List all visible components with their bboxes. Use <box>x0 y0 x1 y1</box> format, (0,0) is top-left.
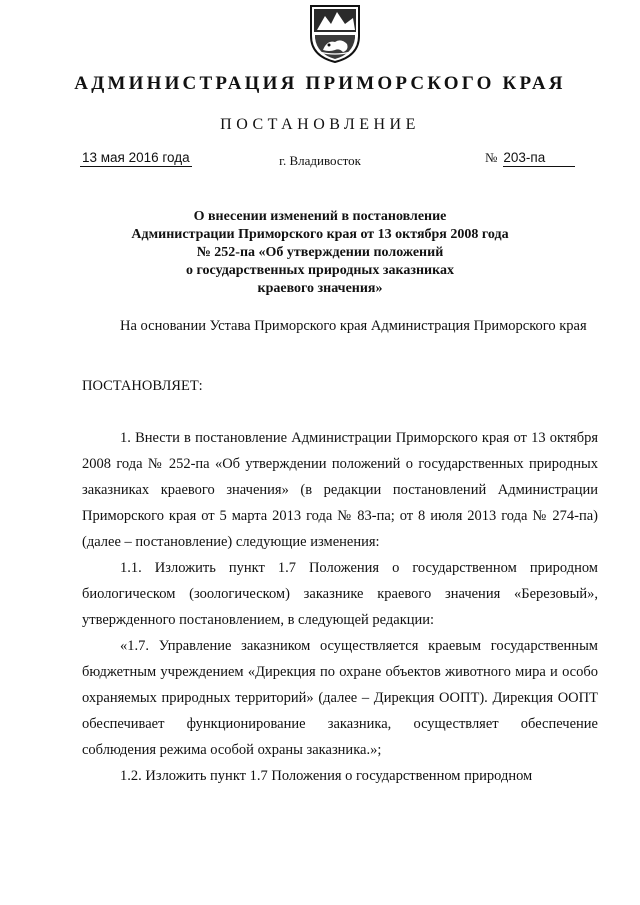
document-body <box>82 313 598 789</box>
number-label: № <box>485 150 498 165</box>
document-date: 13 мая 2016 года <box>82 150 190 165</box>
paragraph-1-1: 1.1. Изложить пункт 1.7 Положения о государственном природном биологическом (зоологическом) заказнике краевого значения «Березовый», утвержденного постановлением, в следующей редакции: <box>82 560 598 628</box>
paragraph-1: 1. Внести в постановление Администрации Приморского края от 13 октября 2008 года № 252-па «Об утверждении положений о государственных природных заказниках краевого значения» (в редакции постановлений Администрации Приморского края от 5 марта 2013 года № 83-па; от 8 июля 2013 года № 274-па) (далее – постановление) следующие изменения: <box>82 430 598 550</box>
title-line: краевого значения» <box>257 281 383 296</box>
quoted-paragraph: «1.7. Управление заказником осуществляется краевым государственным бюджетным учреждением «Дирекция по охране объектов животного мира и особо охраняемых природных территорий» (далее – Дирекция ООПТ). Дирекция ООПТ обеспечивает функционирование заказника, осуществляет обеспечение соблюдения режима особой охраны заказника.»; <box>82 638 598 758</box>
preamble-paragraph: На основании Устава Приморского края Администрация Приморского края <box>120 318 587 334</box>
document-number <box>485 150 575 167</box>
organization-title: АДМИНИСТРАЦИЯ ПРИМОРСКОГО КРАЯ <box>74 73 566 94</box>
number-value: 203-па <box>503 150 575 167</box>
title-line: О внесении изменений в постановление <box>193 209 447 224</box>
document-title <box>100 208 540 298</box>
document-type: ПОСТАНОВЛЕНИЕ <box>220 116 420 133</box>
title-line: № 252-па «Об утверждении положений <box>196 245 444 260</box>
title-line: Администрации Приморского края от 13 октября 2008 года <box>131 227 509 242</box>
paragraph-1-2: 1.2. Изложить пункт 1.7 Положения о государственном природном <box>120 768 533 784</box>
title-line: о государственных природных заказниках <box>186 263 454 278</box>
decree-heading: ПОСТАНОВЛЯЕТ: <box>82 378 203 394</box>
document-city: г. Владивосток <box>279 153 361 168</box>
primorsky-krai-coat-of-arms-icon <box>305 2 365 64</box>
